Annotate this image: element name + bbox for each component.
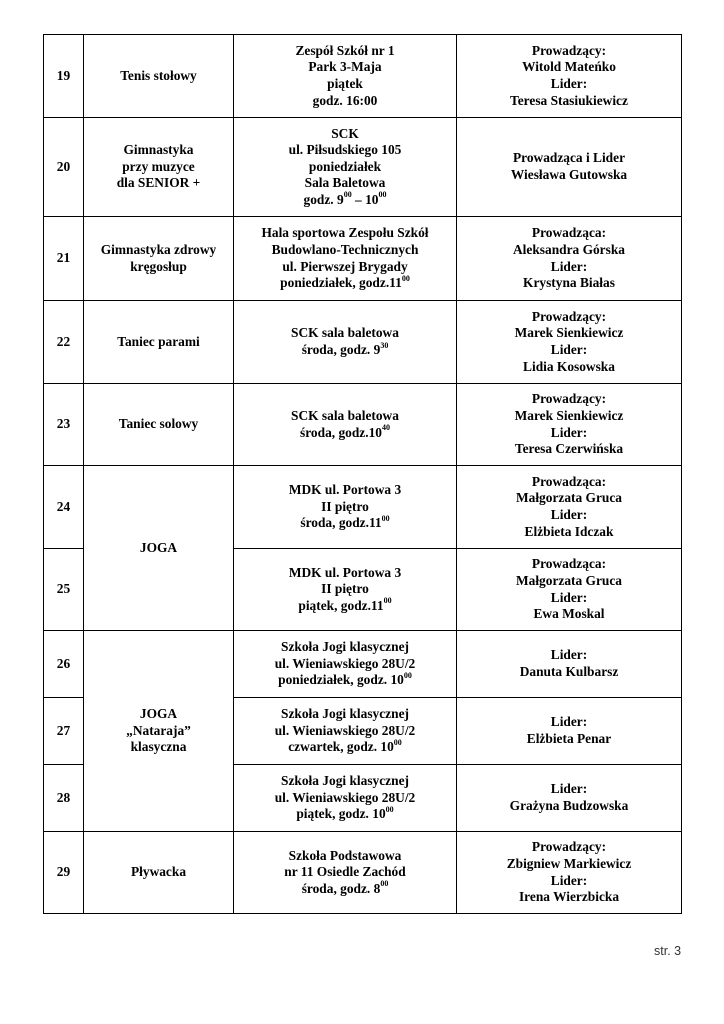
place-line — [236, 225, 454, 242]
text-segment: JOGA — [139, 706, 178, 722]
table-row — [44, 631, 682, 698]
text-segment: II piętro — [321, 498, 369, 514]
text-segment: Tenis stołowy — [120, 67, 197, 83]
leader-line: Małgorzata Gruca — [516, 490, 622, 506]
text-segment: przy muzyce — [122, 158, 195, 174]
text-segment: Szkoła Jogi klasycznej — [281, 706, 409, 722]
leader-line: Prowadzący: — [531, 391, 607, 407]
activity-cell — [84, 118, 234, 217]
row-number-cell: 28 — [44, 765, 84, 832]
page-number: str. 3 — [654, 944, 682, 958]
leader-line: Elżbieta Penar — [526, 731, 612, 746]
leaders-cell — [457, 466, 682, 549]
text-segment: ul. Piłsudskiego 105 — [288, 142, 402, 158]
leader-line: Prowadząca: — [531, 225, 607, 241]
text-segment: piątek, godz. 10 — [296, 806, 386, 822]
leader-line: Prowadząca: — [531, 473, 607, 489]
place-line — [236, 159, 454, 176]
table-row — [44, 217, 682, 301]
place-line — [236, 325, 454, 342]
place-time-cell — [234, 832, 457, 914]
leaders-cell — [457, 698, 682, 765]
leaders-cell — [457, 384, 682, 466]
leader-line: Prowadzący: — [531, 42, 607, 58]
place-line — [236, 515, 454, 532]
text-segment: ul. Wieniawskiego 28U/2 — [274, 789, 416, 805]
text-segment: Taniec solowy — [118, 416, 199, 432]
leaders-cell — [457, 549, 682, 631]
text-segment: Park 3-Maja — [308, 59, 382, 75]
row-number-cell: 23 — [44, 384, 84, 466]
place-line — [236, 672, 454, 689]
text-segment: dla SENIOR + — [116, 175, 201, 191]
text-segment: SCK sala baletowa — [291, 325, 399, 341]
text-segment: godz. 9 — [303, 191, 344, 207]
leader-line: Zbigniew Markiewicz — [506, 855, 632, 871]
table-row — [44, 118, 682, 217]
leader-line: Marek Sienkiewicz — [514, 325, 624, 341]
activity-line — [86, 739, 231, 756]
place-line — [236, 408, 454, 425]
text-segment: ul. Wieniawskiego 28U/2 — [274, 655, 416, 671]
text-segment: czwartek, godz. 10 — [288, 739, 394, 755]
activity-line — [86, 259, 231, 276]
activity-line — [86, 706, 231, 723]
place-line — [236, 848, 454, 865]
text-segment: piątek — [327, 76, 363, 91]
table-row — [44, 384, 682, 466]
leaders-cell — [457, 631, 682, 698]
place-time-cell — [234, 118, 457, 217]
place-time-cell — [234, 631, 457, 698]
text-segment: SCK sala baletowa — [291, 407, 399, 423]
leaders-cell — [457, 217, 682, 301]
place-line — [236, 881, 454, 898]
superscript-minutes: 00 — [401, 273, 410, 283]
leader-line: Lider: — [550, 76, 588, 91]
text-segment: Budowlano-Technicznych — [271, 241, 419, 257]
text-segment: „Nataraja” — [126, 722, 191, 738]
row-number-cell: 26 — [44, 631, 84, 698]
leader-line: Lider: — [550, 872, 588, 888]
activity-line — [86, 142, 231, 159]
activity-line — [86, 242, 231, 259]
text-segment: Sala Baletowa — [304, 175, 386, 191]
place-line — [236, 864, 454, 881]
superscript-minutes: 00 — [378, 190, 387, 200]
text-segment: nr 11 Osiedle Zachód — [284, 864, 406, 880]
activity-line — [86, 334, 231, 351]
leader-line: Prowadząca i Lider — [512, 150, 626, 166]
leader-line: Teresa Stasiukiewicz — [510, 92, 628, 108]
place-time-cell — [234, 698, 457, 765]
text-segment: JOGA — [139, 539, 178, 555]
text-segment: ul. Pierwszej Brygady — [282, 258, 408, 274]
text-segment: – 10 — [351, 191, 379, 207]
activity-line — [86, 159, 231, 176]
place-line — [236, 723, 454, 740]
text-segment: ul. Wieniawskiego 28U/2 — [274, 722, 416, 738]
text-segment: MDK ul. Portowa 3 — [288, 564, 402, 580]
text-segment: poniedziałek — [308, 158, 382, 174]
text-segment: Zespół Szkół nr 1 — [295, 42, 395, 58]
place-line — [236, 581, 454, 598]
activity-cell — [84, 35, 234, 118]
schedule-table — [43, 34, 682, 914]
leader-line: Elżbieta Idczak — [524, 523, 614, 539]
place-line — [236, 598, 454, 615]
place-line — [236, 425, 454, 442]
leader-line: Aleksandra Górska — [513, 241, 625, 257]
row-number-cell: 22 — [44, 301, 84, 384]
place-line — [236, 242, 454, 259]
place-line — [236, 656, 454, 673]
superscript-minutes: 00 — [380, 879, 389, 889]
place-line — [236, 639, 454, 656]
place-time-cell — [234, 466, 457, 549]
text-segment: Taniec parami — [117, 333, 200, 349]
place-time-cell — [234, 35, 457, 118]
text-segment: godz. 16:00 — [312, 92, 378, 108]
text-segment: Gimnastyka — [123, 142, 194, 158]
superscript-minutes: 00 — [393, 737, 402, 747]
leader-line: Lider: — [550, 424, 588, 440]
leader-line: Lidia Kosowska — [523, 358, 615, 374]
activity-cell — [84, 832, 234, 914]
place-line — [236, 59, 454, 76]
leader-line: Lider: — [550, 781, 588, 797]
leaders-cell — [457, 832, 682, 914]
activity-cell — [84, 631, 234, 832]
text-segment: środa, godz. 8 — [301, 880, 381, 896]
row-number-cell: 21 — [44, 217, 84, 301]
place-line — [236, 706, 454, 723]
superscript-minutes: 30 — [380, 340, 389, 350]
activity-line — [86, 540, 231, 557]
superscript-minutes: 00 — [403, 670, 412, 680]
place-time-cell — [234, 765, 457, 832]
place-line — [236, 126, 454, 143]
leader-line: Irena Wierzbicka — [518, 889, 620, 905]
text-segment: Gimnastyka zdrowy — [100, 241, 217, 257]
superscript-minutes: 00 — [383, 596, 392, 606]
leader-line: Lider: — [550, 647, 588, 663]
leader-line: Prowadzący: — [531, 839, 607, 855]
activity-cell — [84, 301, 234, 384]
leaders-cell — [457, 301, 682, 384]
activity-cell — [84, 384, 234, 466]
place-line — [236, 565, 454, 582]
activity-line — [86, 175, 231, 192]
leader-line: Ewa Moskal — [533, 606, 605, 622]
activity-line — [86, 723, 231, 740]
leaders-cell — [457, 118, 682, 217]
row-number-cell: 27 — [44, 698, 84, 765]
text-segment: MDK ul. Portowa 3 — [288, 482, 402, 498]
activity-line — [86, 68, 231, 85]
leader-line: Wiesława Gutowska — [510, 167, 628, 182]
table-row — [44, 301, 682, 384]
text-segment: klasyczna — [130, 739, 187, 755]
leaders-cell — [457, 765, 682, 832]
row-number-cell: 20 — [44, 118, 84, 217]
leader-line: Lider: — [550, 589, 588, 605]
place-line — [236, 342, 454, 359]
table-row — [44, 35, 682, 118]
text-segment: Szkoła Jogi klasycznej — [281, 639, 409, 655]
place-line — [236, 93, 454, 110]
superscript-minutes: 00 — [381, 513, 390, 523]
leader-line: Teresa Czerwińska — [514, 441, 624, 457]
text-segment: środa, godz. 9 — [301, 342, 381, 357]
superscript-minutes: 00 — [385, 804, 394, 814]
place-time-cell — [234, 217, 457, 301]
text-segment: SCK — [331, 125, 359, 141]
place-time-cell — [234, 384, 457, 466]
superscript-minutes: 40 — [381, 423, 390, 433]
leader-line: Grażyna Budzowska — [509, 798, 629, 813]
leader-line: Małgorzata Gruca — [516, 572, 622, 588]
place-line — [236, 482, 454, 499]
activity-cell — [84, 466, 234, 631]
text-segment: poniedziałek, godz. 10 — [278, 672, 404, 688]
place-line — [236, 259, 454, 276]
leader-line: Prowadząca: — [531, 556, 607, 572]
place-line — [236, 499, 454, 516]
place-time-cell — [234, 549, 457, 631]
leader-line: Witold Mateńko — [522, 59, 616, 75]
leader-line: Danuta Kulbarsz — [519, 664, 619, 679]
leaders-cell — [457, 35, 682, 118]
row-number-cell: 24 — [44, 466, 84, 549]
table-row — [44, 466, 682, 549]
text-segment: piątek, godz.11 — [298, 597, 384, 613]
text-segment: środa, godz.10 — [300, 424, 382, 440]
leader-line: Marek Sienkiewicz — [514, 407, 624, 423]
activity-line — [86, 416, 231, 433]
text-segment: II piętro — [321, 581, 369, 597]
row-number-cell: 19 — [44, 35, 84, 118]
place-line — [236, 192, 454, 209]
text-segment: Hala sportowa Zespołu Szkół — [261, 225, 429, 241]
row-number-cell: 25 — [44, 549, 84, 631]
activity-cell — [84, 217, 234, 301]
text-segment: środa, godz.11 — [300, 515, 382, 531]
leader-line: Lider: — [550, 714, 588, 730]
leader-line: Lider: — [550, 507, 588, 522]
place-time-cell — [234, 301, 457, 384]
place-line — [236, 806, 454, 823]
place-line — [236, 773, 454, 790]
leader-line: Krystyna Białas — [523, 275, 615, 291]
leader-line: Lider: — [550, 258, 588, 274]
place-line — [236, 790, 454, 807]
text-segment: kręgosłup — [130, 258, 187, 274]
superscript-minutes: 00 — [343, 190, 352, 200]
place-line — [236, 142, 454, 159]
place-line — [236, 275, 454, 292]
leader-line: Prowadzący: — [531, 308, 607, 324]
place-line — [236, 43, 454, 60]
text-segment: poniedziałek, godz.11 — [280, 275, 402, 291]
text-segment: Szkoła Podstawowa — [288, 847, 402, 863]
place-line — [236, 739, 454, 756]
activity-line — [86, 864, 231, 881]
text-segment: Szkoła Jogi klasycznej — [281, 773, 409, 789]
table-row — [44, 832, 682, 914]
row-number-cell: 29 — [44, 832, 84, 914]
leader-line: Lider: — [550, 342, 588, 357]
place-line — [236, 76, 454, 93]
text-segment: Pływacka — [130, 864, 187, 880]
